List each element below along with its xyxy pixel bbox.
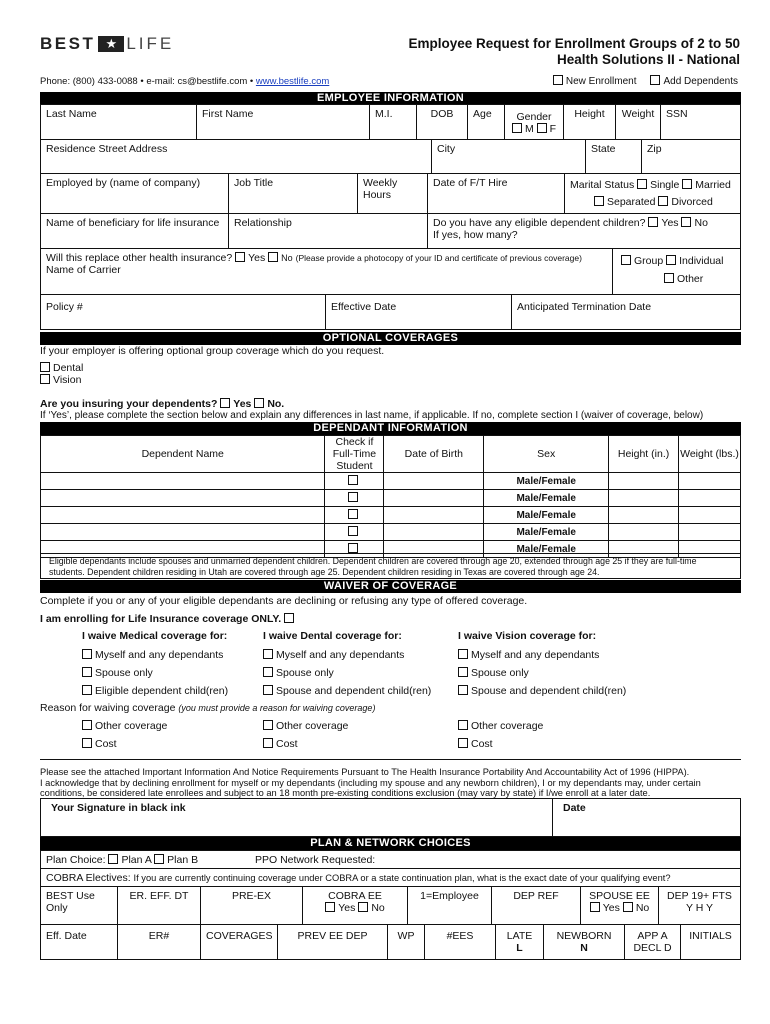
policy-field[interactable] [40, 294, 326, 330]
eligibility-note-line1: Eligible dependants include spouses and unmarried dependent children. Dependent children are covered through age 20, extended through age 25 if they are full-time [49, 556, 697, 566]
marital-status-field [564, 173, 741, 214]
signature-field[interactable] [40, 798, 553, 837]
checkbox-icon[interactable] [348, 543, 358, 553]
checkbox-icon[interactable] [82, 738, 92, 748]
dental-option[interactable] [40, 362, 83, 374]
weight-cell[interactable] [679, 524, 741, 541]
cobra-ee-cell [302, 886, 408, 925]
coverage-type-field [612, 248, 741, 295]
height-label: Height [574, 108, 605, 120]
waive-vision-option[interactable] [458, 685, 626, 703]
late-cell [495, 924, 544, 960]
gender-m-label: M [524, 123, 534, 135]
signature-label: Your Signature in black ink [51, 802, 186, 814]
waiver-reason [40, 702, 375, 714]
reason-label: Reason for waiving coverage [40, 702, 176, 714]
checkbox-icon[interactable] [82, 667, 92, 677]
no-label: No. [267, 398, 285, 410]
option-label: Eligible dependent child(ren) [95, 685, 229, 697]
weight-cell[interactable] [679, 490, 741, 507]
height-cell[interactable] [609, 473, 679, 490]
app-cell [624, 924, 681, 960]
employer-field[interactable] [40, 173, 229, 214]
cobra-yes-label: Yes [338, 902, 356, 914]
age-label: Age [473, 108, 492, 120]
dental-label: Dental [53, 362, 84, 374]
group-label: Group [634, 255, 664, 267]
mi-label: M.I. [375, 108, 393, 120]
checkbox-icon[interactable] [108, 854, 118, 864]
dependant-info-header: DEPENDANT INFORMATION [40, 422, 741, 435]
job-title-label: Job Title [234, 177, 274, 189]
divorced-label: Divorced [671, 196, 713, 208]
hire-date-field[interactable] [427, 173, 565, 214]
checkbox-icon[interactable] [40, 362, 50, 372]
col-sex: Sex [484, 436, 609, 473]
dob-cell[interactable] [384, 490, 484, 507]
student-cell [325, 507, 384, 524]
plan-a-option[interactable] [108, 854, 151, 866]
late-code: L [516, 942, 523, 954]
table-row [41, 524, 741, 541]
waive-vision-option[interactable] [458, 649, 626, 667]
checkbox-icon[interactable] [648, 217, 658, 227]
plan-choice-row [40, 850, 741, 869]
waive-medical-option[interactable] [82, 685, 228, 703]
bestlife-logo [40, 34, 174, 54]
how-many-label: If yes, how many? [433, 229, 518, 241]
app-label: APP A [637, 930, 668, 942]
cobra-row [40, 868, 741, 887]
checkbox-icon[interactable] [637, 179, 647, 189]
life-only-label: I am enrolling for Life Insurance coverage ONLY. [40, 613, 282, 625]
checkbox-icon[interactable] [263, 720, 273, 730]
waive-dental-option[interactable] [263, 649, 431, 667]
checkbox-icon[interactable] [666, 255, 676, 265]
logo-life: LIFE [126, 34, 175, 53]
checkbox-icon[interactable] [82, 720, 92, 730]
new-enrollment-label: New Enrollment [565, 76, 637, 87]
ssn-label: SSN [666, 108, 688, 120]
checkbox-icon[interactable] [458, 685, 468, 695]
checkbox-icon[interactable] [512, 123, 522, 133]
student-cell [325, 524, 384, 541]
dependents-question: Do you have any eligible dependent children? [433, 217, 646, 229]
age-field[interactable] [467, 104, 505, 140]
hire-date-label: Date of F/T Hire [433, 177, 508, 189]
first-name-field[interactable] [196, 104, 370, 140]
er-eff-dt-cell: ER. EFF. DT [117, 886, 201, 925]
dep-19-label: DEP 19+ FTS [667, 890, 732, 902]
option-label: Spouse and dependent child(ren) [276, 685, 432, 697]
vision-option[interactable] [40, 374, 81, 386]
vision-reason-cost[interactable] [458, 738, 493, 750]
checkbox-icon[interactable] [594, 196, 604, 206]
carrier-label: Name of Carrier [46, 264, 121, 276]
checkbox-icon[interactable] [650, 75, 660, 85]
website-link[interactable]: www.bestlife.com [255, 76, 330, 87]
checkbox-icon[interactable] [263, 685, 273, 695]
checkbox-icon[interactable] [284, 613, 294, 623]
newborn-label: NEWBORN [556, 930, 612, 942]
medical-reason-cost[interactable] [82, 738, 117, 750]
app-sub-label: DECL D [633, 942, 672, 954]
gender-f-label: F [549, 123, 557, 135]
wp-cell: WP [387, 924, 425, 960]
cobra-label: COBRA Electives: [46, 872, 131, 884]
late-label: LATE [506, 930, 533, 942]
plan-network-header: PLAN & NETWORK CHOICES [40, 837, 741, 850]
first-name-label: First Name [202, 108, 254, 120]
coverages-cell: COVERAGES [200, 924, 278, 960]
termination-date-label: Anticipated Termination Date [517, 301, 652, 313]
other-label: Other [677, 273, 704, 285]
relationship-label: Relationship [234, 217, 292, 229]
contact-line [40, 76, 329, 87]
dob-label: DOB [430, 108, 454, 120]
checkbox-icon[interactable] [623, 902, 633, 912]
married-label: Married [695, 179, 731, 191]
zip-label: Zip [647, 143, 662, 155]
checkbox-icon[interactable] [658, 196, 668, 206]
optional-intro: If your employer is offering optional group coverage which do you request. [40, 345, 385, 357]
sex-cell[interactable]: Male/Female [484, 490, 609, 507]
checkbox-icon[interactable] [348, 475, 358, 485]
option-label: Spouse only [471, 667, 529, 679]
checkbox-icon[interactable] [263, 649, 273, 659]
eff-date-cell: Eff. Date [40, 924, 118, 960]
cost-label: Cost [471, 738, 493, 750]
checkbox-icon[interactable] [358, 902, 368, 912]
other-coverage-label: Other coverage [95, 720, 168, 732]
vision-label: Vision [53, 374, 82, 386]
dob-cell[interactable] [384, 473, 484, 490]
spouse-no-label: No [635, 902, 650, 914]
waive-medical-option[interactable] [82, 667, 228, 685]
reason-note: (you must provide a reason for waiving coverage) [178, 703, 376, 713]
col-weight: Weight (lbs.) [679, 436, 741, 473]
state-label: State [591, 143, 616, 155]
checkbox-icon[interactable] [268, 252, 278, 262]
enrollment-type [553, 75, 738, 87]
beneficiary-label: Name of beneficiary for life insurance [46, 217, 220, 229]
checkbox-icon[interactable] [553, 75, 563, 85]
waive-dental-option[interactable] [263, 667, 431, 685]
cost-label: Cost [95, 738, 117, 750]
checkbox-icon[interactable] [458, 649, 468, 659]
height-cell[interactable] [609, 524, 679, 541]
spouse-ee-cell [580, 886, 659, 925]
last-name-field[interactable] [40, 104, 197, 140]
pre-ex-cell: PRE-EX [200, 886, 303, 925]
checkbox-icon[interactable] [82, 649, 92, 659]
best-use-only: BEST Use Only [40, 886, 118, 925]
signature-date-field[interactable] [552, 798, 741, 837]
effective-date-field[interactable] [325, 294, 512, 330]
weekly-label: Weekly [363, 177, 398, 189]
dental-reason-other[interactable] [263, 720, 348, 732]
option-label: Myself and any dependants [276, 649, 405, 661]
checkbox-icon[interactable] [458, 738, 468, 748]
termination-date-field[interactable] [511, 294, 741, 330]
sex-cell[interactable]: Male/Female [484, 541, 609, 558]
legal-line1: Please see the attached Important Information And Notice Requirements Pursuant to The Health Insurance Portability And Accountability Act of 1996 (HIPPA). [40, 767, 690, 777]
checkbox-icon[interactable] [235, 252, 245, 262]
add-dependents-label: Add Dependents [663, 76, 738, 87]
dob-cell[interactable] [384, 524, 484, 541]
form-title-line2: Health Solutions II - National [556, 52, 740, 67]
col-height: Height (in.) [609, 436, 679, 473]
legal-line2: I acknowledge that by declining enrollment for myself or my dependants (including my spouse and any newborn children), I or my dependants may, under certain [40, 777, 701, 788]
newborn-cell [543, 924, 625, 960]
single-label: Single [650, 179, 680, 191]
weight-field[interactable] [615, 104, 661, 140]
form-title [408, 36, 740, 68]
checkbox-icon[interactable] [682, 179, 692, 189]
checkbox-icon[interactable] [348, 509, 358, 519]
waive-vision-option[interactable] [458, 667, 626, 685]
dependents-instructions: If ‘Yes’, please complete the section below and explain any differences in last name, if applicable. If no, complete section I (waiver of coverage, below) [40, 410, 704, 421]
cobra-question: If you are currently continuing coverage under COBRA or a state continuation plan, what is the exact date of your qualifying event? [133, 873, 671, 883]
waive-medical-option[interactable] [82, 649, 228, 667]
table-row [41, 507, 741, 524]
other-coverage-label: Other coverage [471, 720, 544, 732]
zip-field[interactable] [641, 139, 741, 174]
employee-code-cell: 1=Employee [407, 886, 492, 925]
dob-cell[interactable] [384, 507, 484, 524]
checkbox-icon[interactable] [254, 398, 264, 408]
student-cell [325, 473, 384, 490]
logo-best: BEST [40, 34, 96, 53]
insuring-question-text: Are you insuring your dependents? [40, 398, 218, 410]
plan-a-label: Plan A [121, 854, 152, 866]
option-label: Myself and any dependants [471, 649, 600, 661]
cobra-no-label: No [371, 902, 385, 914]
replace-question: Will this replace other health insurance? [46, 252, 233, 264]
life-only-option [40, 613, 297, 625]
employee-info-header: EMPLOYEE INFORMATION [40, 92, 741, 105]
waive-dental-title: I waive Dental coverage for: [263, 630, 402, 642]
checkbox-icon[interactable] [154, 854, 164, 864]
plan-choice-label: Plan Choice: [46, 854, 106, 866]
dep-ref-cell: DEP REF [491, 886, 581, 925]
last-name-label: Last Name [46, 108, 97, 120]
checkbox-icon[interactable] [325, 902, 335, 912]
street-label: Residence Street Address [46, 143, 168, 155]
plan-b-option[interactable] [154, 854, 198, 866]
photocopy-note: (Please provide a photocopy of your ID and certificate of previous coverage) [295, 253, 582, 263]
dob-field[interactable] [416, 104, 468, 140]
hours-label: Hours [363, 189, 392, 201]
checkbox-icon[interactable] [82, 685, 92, 695]
option-label: Spouse only [276, 667, 334, 679]
cost-label: Cost [276, 738, 298, 750]
height-cell[interactable] [609, 507, 679, 524]
no-label: No [281, 253, 293, 263]
city-field[interactable] [431, 139, 586, 174]
dep-19-fts-cell [658, 886, 741, 925]
checkbox-icon[interactable] [664, 273, 674, 283]
waiver-intro: Complete if you or any of your eligible dependants are declining or refusing any type of offered coverage. [40, 595, 528, 607]
checkbox-icon[interactable] [458, 667, 468, 677]
contact-text: Phone: (800) 433-0088 • e-mail: cs@bestlife.com • [40, 76, 256, 87]
waive-vision-group [458, 630, 626, 703]
option-label: Spouse only [95, 667, 153, 679]
checkbox-icon[interactable] [348, 526, 358, 536]
dependants-table [40, 435, 741, 558]
waive-dental-group [263, 630, 431, 703]
checkbox-icon[interactable] [458, 720, 468, 730]
spouse-yes-label: Yes [602, 902, 620, 914]
dependent-name-cell[interactable] [41, 524, 325, 541]
relationship-field[interactable] [228, 213, 428, 249]
optional-coverages-header: OPTIONAL COVERAGES [40, 332, 741, 345]
replace-insurance-field [40, 248, 613, 295]
policy-label: Policy # [46, 301, 83, 313]
sex-cell[interactable]: Male/Female [484, 507, 609, 524]
dependent-name-cell[interactable] [41, 507, 325, 524]
legal-notice [40, 767, 701, 799]
no-label: No [694, 217, 708, 229]
checkbox-icon[interactable] [263, 667, 273, 677]
marital-label: Marital Status [570, 179, 635, 191]
height-field[interactable] [563, 104, 616, 140]
eligibility-note-line2: students. Dependent children residing in Utah are covered through age 25. Dependent children residing in Texas are covered through age 24. [49, 567, 600, 577]
checkbox-icon[interactable] [263, 738, 273, 748]
gender-field [504, 104, 564, 140]
yhy-label: Y H Y [685, 902, 714, 914]
col-student: Check if Full-Time Student [325, 436, 384, 473]
gender-label: Gender [516, 111, 552, 123]
job-title-field[interactable] [228, 173, 358, 214]
dependants-header-row [41, 436, 741, 473]
checkbox-icon[interactable] [621, 255, 631, 265]
effective-date-label: Effective Date [331, 301, 397, 313]
prev-ee-dep-cell: PREV EE DEP [277, 924, 388, 960]
student-cell [325, 490, 384, 507]
legal-line3: conditions, be considered late enrollees and subject to an 18 month pre-existing conditions exclusion (may vary by state) if I/we enroll at a later date. [40, 788, 651, 798]
dependent-name-cell[interactable] [41, 473, 325, 490]
cobra-ee-label: COBRA EE [328, 890, 382, 902]
individual-label: Individual [679, 255, 724, 267]
ppo-label: PPO Network Requested: [255, 854, 376, 866]
plan-b-label: Plan B [167, 854, 199, 866]
option-label: Spouse and dependent child(ren) [471, 685, 627, 697]
weight-cell[interactable] [679, 507, 741, 524]
waive-dental-option[interactable] [263, 685, 431, 703]
vision-reason-other[interactable] [458, 720, 543, 732]
yes-label: Yes [661, 217, 679, 229]
star-icon: ★ [98, 36, 124, 52]
dental-reason-cost[interactable] [263, 738, 298, 750]
separated-label: Separated [607, 196, 656, 208]
col-dob: Date of Birth [384, 436, 484, 473]
sex-cell[interactable]: Male/Female [484, 473, 609, 490]
waive-vision-title: I waive Vision coverage for: [458, 630, 597, 642]
er-number-cell: ER# [117, 924, 201, 960]
divider [40, 759, 741, 760]
employer-label: Employed by (name of company) [46, 177, 201, 189]
waiver-header: WAIVER OF COVERAGE [40, 580, 741, 593]
new-enrollment-option[interactable] [553, 75, 637, 87]
weight-label: Weight [621, 108, 655, 120]
waive-medical-group [82, 630, 228, 703]
city-label: City [437, 143, 456, 155]
checkbox-icon[interactable] [590, 902, 600, 912]
beneficiary-field[interactable] [40, 213, 229, 249]
street-field[interactable] [40, 139, 432, 174]
weekly-hours-field[interactable] [357, 173, 428, 214]
checkbox-icon[interactable] [220, 398, 230, 408]
newborn-code: N [580, 942, 588, 954]
dependent-name-cell[interactable] [41, 490, 325, 507]
form-title-line1: Employee Request for Enrollment Groups of 2 to 50 [408, 36, 740, 51]
insuring-dependents-question [40, 398, 284, 410]
mi-field[interactable] [369, 104, 417, 140]
signature-date-label: Date [563, 802, 586, 814]
option-label: Myself and any dependants [95, 649, 224, 661]
table-row [41, 473, 741, 490]
checkbox-icon[interactable] [348, 492, 358, 502]
col-dependent-name: Dependent Name [41, 436, 325, 473]
state-field[interactable] [585, 139, 642, 174]
checkbox-icon[interactable] [681, 217, 691, 227]
yes-label: Yes [233, 398, 252, 410]
table-row [41, 490, 741, 507]
weight-cell[interactable] [679, 473, 741, 490]
ees-cell: #EES [424, 924, 496, 960]
add-dependents-option[interactable] [650, 75, 738, 87]
yes-label: Yes [248, 252, 266, 264]
ssn-field[interactable] [660, 104, 741, 140]
initials-cell: INITIALS [680, 924, 741, 960]
sex-cell[interactable]: Male/Female [484, 524, 609, 541]
medical-reason-other[interactable] [82, 720, 167, 732]
eligibility-note [40, 553, 741, 579]
dependent-children-field [427, 213, 741, 249]
checkbox-icon[interactable] [537, 123, 547, 133]
waive-medical-title: I waive Medical coverage for: [82, 630, 228, 642]
other-coverage-label: Other coverage [276, 720, 349, 732]
height-cell[interactable] [609, 490, 679, 507]
spouse-ee-label: SPOUSE EE [589, 890, 650, 902]
checkbox-icon[interactable] [40, 374, 50, 384]
